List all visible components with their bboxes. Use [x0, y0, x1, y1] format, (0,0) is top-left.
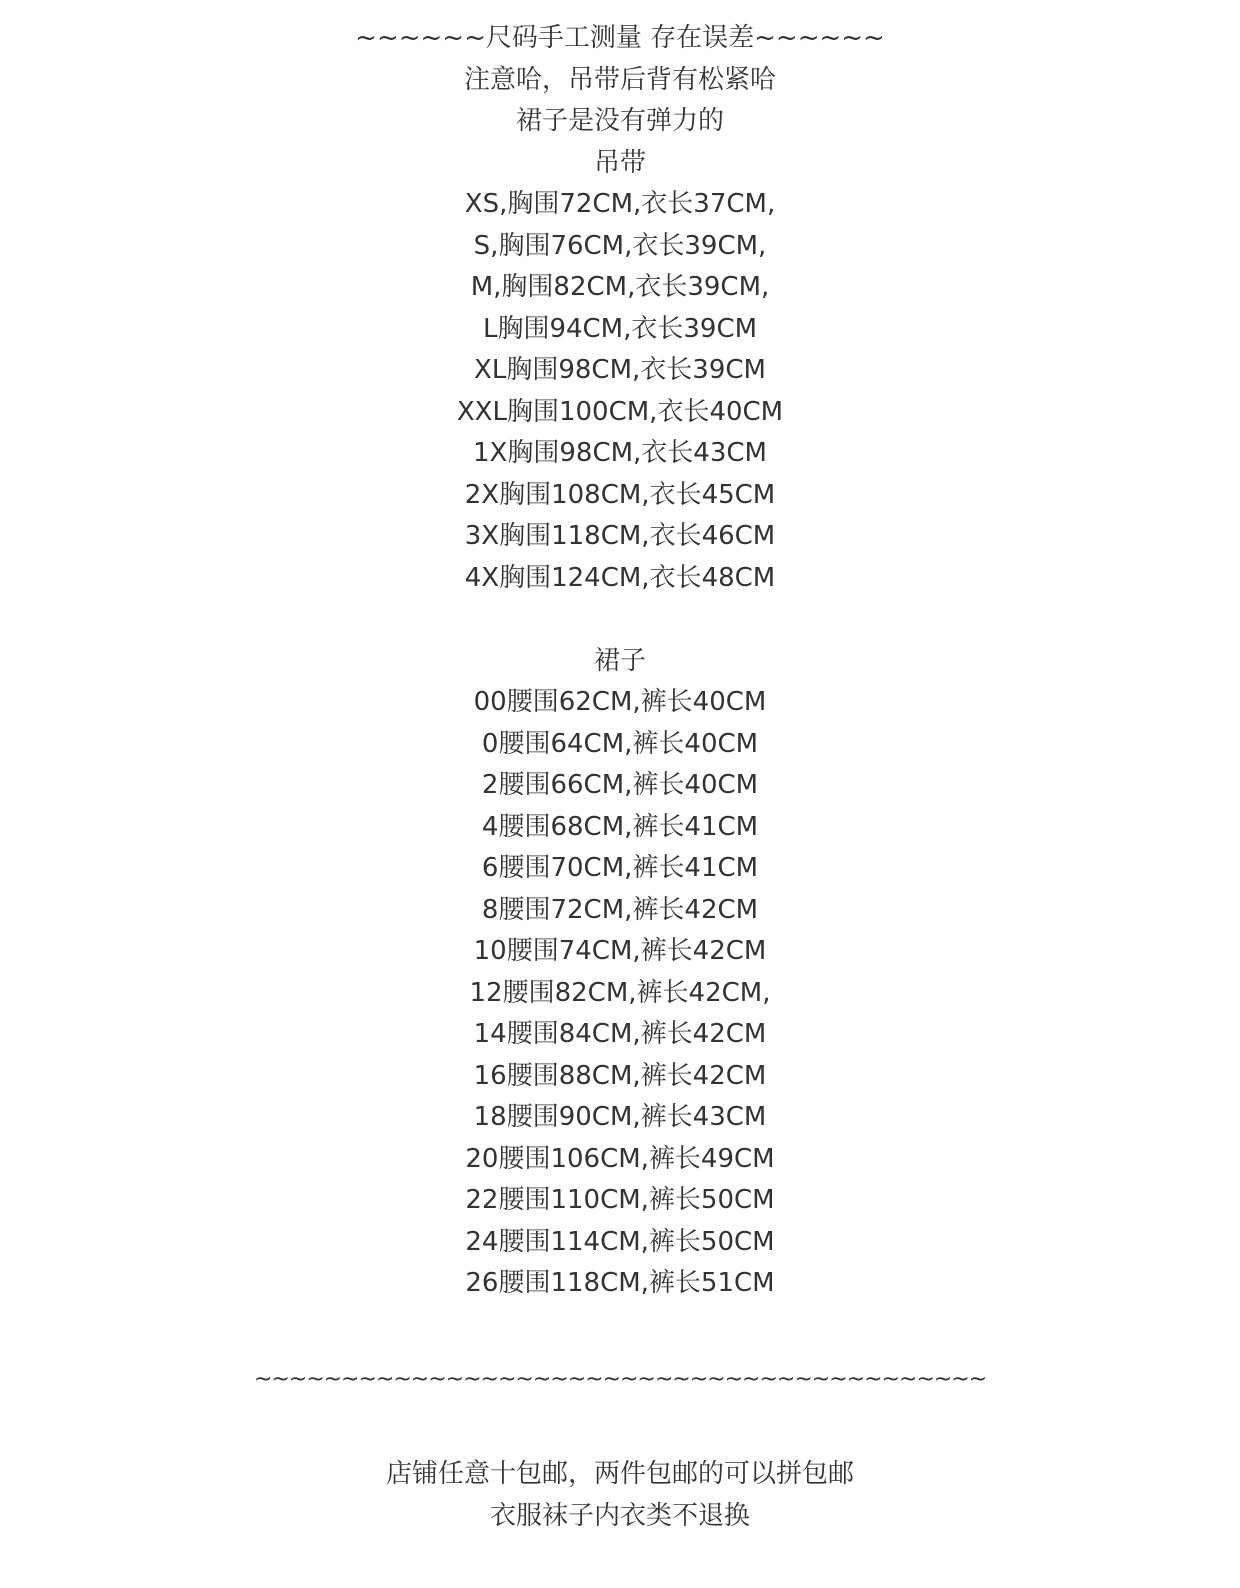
camisole-size-row: XL胸围98CM,衣长39CM [474, 355, 766, 385]
camisole-size-row: 2X胸围108CM,衣长45CM [464, 479, 776, 510]
skirt-size-row: 2腰围66CM,裤长40CM [481, 770, 759, 800]
measurement-notice: ~~~~~~尺码手工测量 存在误差~~~~~~ [355, 23, 885, 53]
skirt-section-title: 裙子 [593, 645, 646, 676]
skirt-size-row: 24腰围114CM,裤长50CM [465, 1226, 775, 1257]
skirt-size-row: 8腰围72CM,裤长42CM [481, 894, 759, 925]
skirt-size-row: 4腰围68CM,裤长41CM [481, 811, 759, 842]
skirt-size-row: 14腰围84CM,裤长42CM [473, 1019, 767, 1049]
skirt-size-row: 26腰围118CM,裤长51CM [465, 1268, 775, 1298]
camisole-size-row: 3X胸围118CM,衣长46CM [464, 521, 776, 551]
skirt-size-row: 20腰围106CM,裤长49CM [465, 1143, 775, 1174]
elastic-back-notice: 注意哈，吊带后背有松紧哈 [463, 64, 776, 95]
skirt-size-row: 12腰围82CM,裤长42CM, [469, 977, 771, 1008]
skirt-size-row: 10腰围74CM,裤长42CM [473, 936, 767, 966]
skirt-size-row: 22腰围110CM,裤长50CM [465, 1185, 775, 1215]
size-chart-document [0, 18, 1240, 1537]
skirt-no-stretch-notice: 裙子是没有弹力的 [515, 106, 724, 136]
camisole-size-row: L胸围94CM,衣长39CM [482, 313, 758, 344]
skirt-size-row: 16腰围88CM,裤长42CM [473, 1060, 767, 1091]
skirt-size-row: 0腰围64CM,裤长40CM [481, 728, 759, 759]
tilde-divider: ~~~~~~~~~~~~~~~~~~~~~~~~~~~~~~~~~~~~~~~~~~ [253, 1366, 987, 1392]
return-policy-text: 衣服袜子内衣类不退换 [489, 1500, 750, 1531]
section-spacer [0, 599, 1240, 641]
camisole-size-row: S,胸围76CM,衣长39CM, [473, 230, 767, 261]
skirt-size-row: 18腰围90CM,裤长43CM [473, 1102, 767, 1132]
skirt-size-row: 6腰围70CM,裤长41CM [481, 853, 759, 883]
skirt-size-row: 00腰围62CM,裤长40CM [473, 687, 767, 717]
camisole-section-title: 吊带 [593, 147, 646, 178]
camisole-size-row: 1X胸围98CM,衣长43CM [473, 438, 767, 468]
camisole-size-list [0, 184, 1240, 599]
camisole-size-row: XXL胸围100CM,衣长40CM [456, 396, 784, 427]
section-spacer [0, 1400, 1240, 1454]
shipping-policy-text: 店铺任意十包邮，两件包邮的可以拼包邮 [385, 1459, 854, 1489]
camisole-size-row: XS,胸围72CM,衣长37CM, [464, 189, 776, 219]
section-spacer [0, 1305, 1240, 1359]
camisole-size-row: 4X胸围124CM,衣长48CM [464, 562, 776, 593]
skirt-size-list [0, 682, 1240, 1305]
camisole-size-row: M,胸围82CM,衣长39CM, [470, 272, 770, 302]
